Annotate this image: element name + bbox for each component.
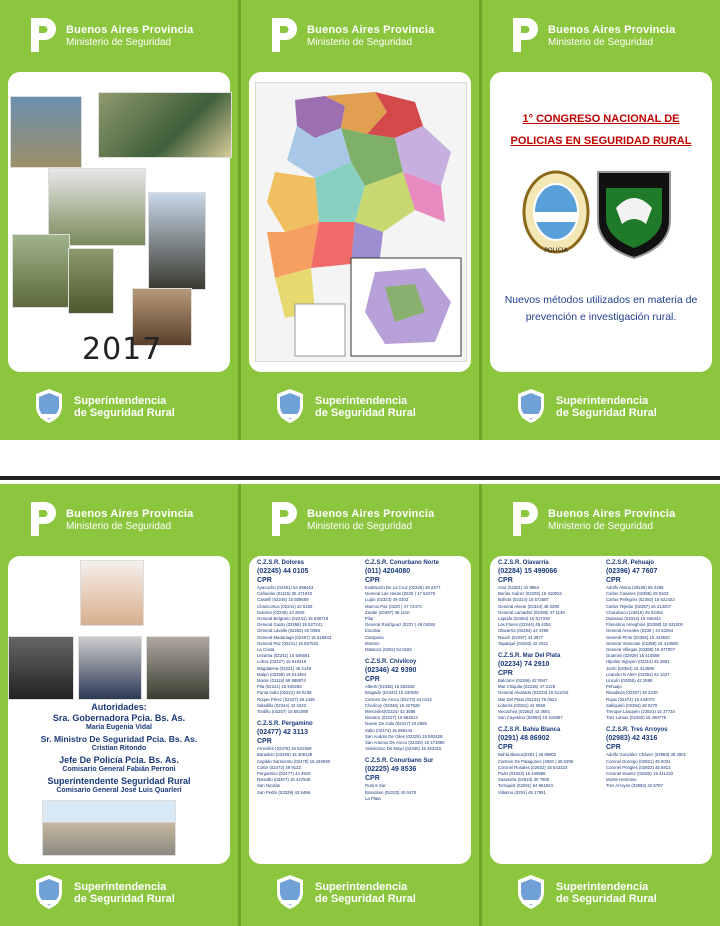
brand-province: Buenos Aires Provincia (548, 24, 676, 36)
photo-officers-cattle (12, 234, 70, 308)
cpr-entry: Ruta 6 Sur (365, 783, 386, 789)
cpr-entry: Adolfo Alsina (29236) 65 2268 (606, 585, 664, 590)
cpr-entry: Magdalena (02221) 45 2149 (257, 665, 311, 671)
ba-logo-icon (28, 500, 58, 538)
cpr-label: CPR (606, 744, 621, 752)
directory-section (498, 653, 602, 721)
footer-line2: de Seguridad Rural (556, 407, 657, 419)
panel-footer (241, 866, 479, 918)
cpr-entry: Dolores (02245) 44 2826 (257, 609, 305, 615)
zone-title: C.Z.S.R. Dolores (257, 560, 305, 566)
footer-line1: Superintendencia (556, 881, 649, 893)
authority-line: María Eugenia Vidal (85, 724, 152, 731)
cpr-entry: Ramallo (03407) 15 447540 (257, 777, 311, 783)
directory-section (606, 560, 710, 721)
cpr-entry: San Pedro (03329) 43 5466 (257, 789, 311, 795)
cpr-entry: General Pinto (02355) 15 443520 (606, 634, 670, 640)
zone-phone: (02477) 42 3113 (257, 729, 308, 737)
footer-line1: Superintendencia (556, 395, 649, 407)
cpr-entry: Rojas (02474) 15 443070 (606, 696, 655, 702)
cpr-entry: Carlos Pellegrini (02392) 15 622422 (606, 597, 675, 603)
photo-officer-field (10, 96, 82, 168)
zone-title: C.Z.S.R. Mar Del Plata (498, 653, 561, 660)
cpr-entry: Salliqueló (02394) 48 0270 (606, 702, 658, 708)
brand-province: Buenos Aires Provincia (307, 24, 435, 36)
zone-title: C.Z.S.R. Bahía Blanca (498, 727, 561, 734)
cpr-entry: Baradero (03329) 15 309135 (257, 752, 313, 758)
panel-footer (241, 380, 479, 432)
zone-phone: (02396) 47 7607 (606, 568, 658, 575)
zone-title: C.Z.S.R. Conurbano Sur (365, 758, 434, 765)
cpr-entry: Leandro N Alem (02354) 42 1427 (606, 671, 670, 677)
cpr-entry: Campana (365, 634, 384, 640)
authority-line: Sr. Ministro De Seguridad Pcia. Bs. As. (40, 734, 198, 744)
cpr-entry: Brandsen (02223) 40 0470 (365, 789, 417, 795)
brand-province: Buenos Aires Provincia (66, 24, 194, 36)
cpr-entry: Lobos (02227) 15 618318 (257, 659, 307, 665)
cpr-entry: General Alvear (02344) 48 0280 (498, 603, 560, 609)
directory-column-left (257, 560, 361, 802)
cpr-entry: Marcos Paz (0220 ) 47 74473 (365, 603, 422, 609)
portrait-superintendent (146, 636, 210, 700)
cpr-entry: General Alvarado (02223) 15 511043 (498, 690, 569, 696)
cpr-entry: Balcarce (02266) 42 0947 (498, 678, 548, 684)
cpr-entry: Azul (02281) 42 8954 (498, 585, 540, 590)
cpr-entry: Tres Lomas (02392) 15 480776 (606, 715, 667, 721)
zone-title: C.Z.S.R. Tres Arroyos (606, 727, 668, 734)
congress-panel (482, 0, 720, 440)
cpr-entry: Punta Indio (02221) 49 0238 (257, 690, 312, 696)
cover-panel (0, 0, 238, 440)
brochure-outside (0, 0, 720, 440)
cpr-entry: Rivadavia (02337) 45 2230 (606, 690, 658, 696)
photo-mounted-officer (148, 192, 206, 290)
cpr-entry: Salto (02474) 15 669142 (365, 727, 413, 733)
cpr-label: CPR (498, 744, 513, 752)
panel-header (241, 10, 479, 60)
cpr-entry: Tornquist (02291) 54 961524 (498, 783, 553, 789)
directory-section (365, 758, 469, 802)
cover-year: 2017 (82, 332, 163, 367)
cpr-entry: Mar Del Plata (02234) 76 0624 (498, 696, 557, 702)
cpr-entry: General Guido (02268) 15 527241 (257, 622, 323, 628)
directory-section (257, 560, 361, 715)
cpr-entry: Escobar (365, 628, 381, 634)
police-badge-icon (516, 388, 546, 424)
cpr-entry: Monte (01115) 69 888974 (257, 678, 306, 684)
footer-line2: de Seguridad Rural (556, 893, 657, 905)
zone-title: C.Z.S.R. Olavarría (498, 560, 549, 566)
cpr-entry: Bahía Blanca(0291 ) 48 86902 (498, 752, 557, 758)
photo-officer-horse (68, 248, 114, 314)
congress-title-line2: POLICIAS EN SEGURIDAD RURAL (510, 135, 692, 147)
cpr-entry: Las Flores (02244) 45 4354 (498, 622, 551, 628)
authorities-heading: Autoridades: (91, 702, 147, 712)
cpr-entry: Puán (02923) 15 449966 (498, 771, 546, 777)
brand-province: Buenos Aires Provincia (307, 508, 435, 520)
zone-title: C.Z.S.R. Conurbano Norte (365, 560, 439, 566)
cpr-entry: Daireaux (02314) 15 446334 (606, 616, 661, 622)
footer-line1: Superintendencia (74, 881, 167, 893)
cpr-entry: La Costa (257, 647, 275, 653)
authority-line: Sra. Gobernadora Pcia. Bs. As. (52, 713, 186, 723)
cpr-entry: Bragado (02342) 15 430630 (365, 690, 419, 696)
zone-phone: (011) 4204080 (365, 568, 411, 575)
congress-title (498, 108, 704, 152)
cpr-entry: Capitán Sarmiento (02478) 15 449090 (257, 758, 331, 764)
cpr-entry: Colón (02473) 49 9132 (257, 764, 301, 770)
cpr-entry: Pergamino (02477) 44 4919 (257, 771, 311, 777)
cpr-entry: General Lamadrid (02286) 47 1146 (498, 609, 565, 615)
authority-line: Comisario General José Luis Quarleri (56, 787, 182, 794)
map-card (249, 72, 471, 372)
cpr-entry: San Andrés De Giles (02325) 15 592428 (365, 733, 443, 739)
directory-card (249, 556, 471, 864)
portrait-police-chief (78, 636, 142, 700)
cpr-entry: Bolívar (02314) 15 572587 (498, 597, 549, 603)
zone-title: C.Z.S.R. Pehuajo (606, 560, 655, 566)
ba-logo-icon (269, 500, 299, 538)
authority-line: Superintendente Seguridad Rural (47, 776, 191, 786)
cpr-entry: Benito Juárez (02292) 15 410022 (498, 591, 562, 597)
zone-phone: (02225) 49 8536 (365, 766, 417, 774)
cpr-entry: Adolfo González Chávez (02983) 48 2851 (606, 752, 687, 758)
photo-building (42, 800, 176, 856)
directory-section (365, 659, 469, 752)
panel-footer (482, 866, 720, 918)
cpr-entry: San Antonio De Areco (02325) 15 471890 (365, 740, 445, 746)
directory-column-right (606, 560, 710, 796)
footer-line2: de Seguridad Rural (74, 893, 175, 905)
cpr-entry: Florentino Ameghino (03388) 15 531000 (606, 622, 683, 628)
zone-phone: (02983) 42 4316 (606, 735, 658, 743)
zone-title: C.Z.S.R. Pergamino (257, 721, 313, 728)
cpr-entry: Olavarría (02284) 44 4495 (498, 628, 549, 634)
cpr-entry: Roque Pérez (02227) 49 1436 (257, 696, 315, 702)
police-badge-icon (275, 388, 305, 424)
cpr-entry: Pehuajo (606, 684, 622, 690)
brand-province: Buenos Aires Provincia (548, 508, 676, 520)
brand-province: Buenos Aires Provincia (66, 508, 194, 520)
cpr-entry: Zarate (03487) 48 1110 (365, 609, 410, 615)
police-badge-icon (34, 388, 64, 424)
provincial-police-seal-icon (520, 168, 592, 260)
cpr-entry: Pilar (365, 616, 374, 622)
cpr-entry: Junín (02364) 15 413695 (606, 665, 655, 671)
ba-logo-icon (510, 16, 540, 54)
zone-phone: (02284) 15 499066 (498, 568, 558, 575)
ba-logo-icon (269, 16, 299, 54)
police-badge-icon (516, 874, 546, 910)
cpr-entry: Mercedes(02324) 43 3588 (365, 709, 416, 715)
zone-phone: (02245) 44 0105 (257, 568, 309, 575)
cpr-entry: Alberti (02346) 15 552628 (365, 684, 415, 690)
cpr-entry: Rauch (02297) 44 3877 (498, 634, 544, 640)
cpr-entry: General Lavalle (02252) 40 0068 (257, 628, 320, 634)
brochure-inside (0, 484, 720, 926)
cpr-entry: Ayacucho (02491) 54 696463 (257, 585, 314, 590)
cpr-entry: Guamini (02929) 15 410558 (606, 653, 660, 659)
directory-section (498, 727, 602, 795)
cpr-entry: Coronel Rosales (02932) 15 543323 (498, 764, 568, 770)
authorities-panel (0, 484, 238, 926)
congress-card (490, 72, 712, 372)
cpr-entry: Necochea (02262) 42 3691 (498, 709, 551, 715)
cpr-label: CPR (498, 577, 513, 584)
portrait-minister (8, 636, 74, 700)
cpr-entry: Lezama (02241) 15 546591 (257, 653, 310, 659)
cpr-entry: Luján (02323) 49 0203 (365, 597, 409, 603)
panel-header (482, 10, 720, 60)
directory-section (498, 560, 602, 647)
footer-line2: de Seguridad Rural (315, 407, 416, 419)
brand-ministry: Ministerio de Seguridad (548, 521, 654, 532)
cpr-entry: General Rodríguez (0237 ) 49 04084 (365, 622, 436, 628)
cpr-entry: Villarino (0291) 49 17951 (498, 789, 546, 795)
footer-line1: Superintendencia (74, 395, 167, 407)
cpr-entry: General Belgrano (02241) 15 538718 (257, 616, 329, 622)
sheet-divider (0, 476, 720, 480)
cpr-entry: Coronel Pringles (02922) 46 5813 (606, 764, 671, 770)
cpr-label: CPR (257, 577, 272, 584)
cpr-entry: San Cayetano (02983) 15 415087 (498, 715, 563, 721)
ba-logo-icon (510, 500, 540, 538)
map-panel (241, 0, 479, 440)
brand-ministry: Ministerio de Seguridad (307, 37, 413, 48)
cpr-entry: Moreno (365, 640, 380, 646)
directory-panel-2 (482, 484, 720, 926)
cpr-entry: Pila (02241) 15 540266 (257, 684, 302, 690)
cpr-entry: Nueve De Julio (02317) 43 2955 (365, 721, 427, 727)
cpr-entry: General Las Heras (0220 ) 47 63479 (365, 591, 435, 597)
cpr-entry: San Nicolás (257, 783, 280, 789)
svg-text:POLICIA: POLICIA (544, 247, 568, 254)
brand-ministry: Ministerio de Seguridad (66, 521, 172, 532)
brand-ministry: Ministerio de Seguridad (548, 37, 654, 48)
zone-phone: (0291) 48 86902 (498, 735, 550, 743)
cpr-entry: Tres Arroyos (02983) 42 5787 (606, 783, 663, 789)
cpr-label: CPR (365, 577, 380, 584)
congress-subtitle (502, 292, 700, 326)
cpr-entry: Matanza (0202) 54 0182 (365, 647, 412, 653)
panel-header (482, 494, 720, 544)
brand-ministry: Ministerio de Seguridad (66, 37, 172, 48)
cpr-entry: Exaltación De La Cruz (02326) 49 2377 (365, 585, 441, 590)
cpr-entry: Laprida (02284) 15 517330 (498, 616, 550, 622)
cpr-entry: Castelli (02245) 15 508659 (257, 597, 309, 603)
rural-security-seal-icon (594, 168, 674, 260)
province-zones-map (255, 82, 467, 362)
congress-title-line1: 1° CONGRESO NACIONAL DE (522, 113, 680, 125)
police-badge-icon (34, 874, 64, 910)
directory-card (490, 556, 712, 864)
cpr-entry: Lobería (02261) 44 0969 (498, 702, 546, 708)
cpr-entry: Tapalqué (02283) 42 0321 (498, 640, 549, 646)
authority-line: Cristian Ritondo (91, 745, 147, 752)
cpr-entry: General Arenales (0236 ) 44 63264 (606, 628, 674, 634)
cpr-entry: La Plata (365, 795, 381, 801)
directory-panel-1 (241, 484, 479, 926)
cpr-entry: Lincoln (02355) 42 2998 (606, 678, 653, 684)
cpr-entry: Coronel Dorrego (02921) 45 0031 (606, 758, 671, 764)
footer-line1: Superintendencia (315, 395, 408, 407)
directory-section (365, 560, 469, 653)
cpr-label: CPR (606, 577, 621, 584)
cpr-entry: Chivilcoy (02346) 15 427528 (365, 702, 420, 708)
cover-card (8, 72, 230, 372)
cpr-entry: Maipú (02268) 15 514464 (257, 671, 307, 677)
cpr-entry: General Villegas (03388) 15 677007 (606, 647, 675, 653)
brand-ministry: Ministerio de Seguridad (307, 521, 413, 532)
cpr-entry: Monte Hermoso (606, 777, 637, 783)
portrait-governor (80, 560, 144, 626)
zone-phone: (02346) 42 9390 (365, 667, 417, 675)
panel-header (0, 494, 238, 544)
panel-footer (0, 380, 238, 432)
police-badge-icon (275, 874, 305, 910)
cpr-entry: Carmen De Patagones (2920 ) 26 0205 (498, 758, 574, 764)
cpr-entry: Carlos Tejedor (02357) 15 413207 (606, 603, 672, 609)
cpr-label: CPR (365, 676, 380, 684)
cpr-entry: Mar Chiquita (02235) 47 2128 (498, 684, 556, 690)
cpr-label: CPR (365, 775, 380, 783)
authorities-card (8, 556, 230, 864)
cpr-entry: General Madariaga (02267) 15 518843 (257, 634, 332, 640)
cpr-label: CPR (257, 738, 272, 746)
cpr-entry: Carmen De Areco (02273) 44 0142 (365, 696, 432, 702)
cpr-entry: Hipolito Irigoyen (02314) 45 2691 (606, 659, 670, 665)
cpr-entry: General Paz (02241) 15 557532 (257, 640, 319, 646)
cpr-entry: Arrecifes (02478) 15 522369 (257, 746, 312, 752)
panel-header (241, 494, 479, 544)
cpr-entry: Veinticinco De Mayo (02345) 15 462315 (365, 746, 442, 752)
directory-section (606, 727, 710, 789)
photo-officer-notes (98, 92, 232, 158)
cpr-entry: Tordillo (02257) 15 581890 (257, 709, 309, 715)
authority-line: Jefe De Policía Pcia. Bs. As. (59, 755, 179, 765)
directory-column-right (365, 560, 469, 808)
panel-footer (482, 380, 720, 432)
zone-phone: (02234) 74 2910 (498, 661, 550, 669)
congress-subtitle-line1: Nuevos métodos utilizados en materia de (504, 294, 698, 306)
footer-line1: Superintendencia (315, 881, 408, 893)
directory-section (257, 721, 361, 796)
footer-line2: de Seguridad Rural (74, 407, 175, 419)
ba-logo-icon (28, 16, 58, 54)
cpr-label: CPR (498, 670, 513, 678)
panel-footer (0, 866, 238, 918)
panel-header (0, 10, 238, 60)
footer-line2: de Seguridad Rural (315, 893, 416, 905)
cpr-entry: Trenque Lauquen (23921) 15 37734 (606, 709, 675, 715)
cpr-entry: Cañuelas (01115) 35 471910 (257, 591, 313, 597)
cpr-entry: Chascomus (02241) 42 5193 (257, 603, 313, 609)
cpr-entry: Coronel Suarez (02926) 15 411433 (606, 771, 674, 777)
cpr-entry: Carlos Casares (02395) 49 9103 (606, 591, 669, 597)
cpr-entry: Saladillo (02344) 43 4223 (257, 702, 306, 708)
congress-subtitle-line2: prevención e investigación rural. (525, 311, 677, 323)
cpr-entry: General Viamonte (02358) 15 410680 (606, 640, 679, 646)
cpr-entry: Navarro (02227) 15 563813 (365, 715, 418, 721)
zone-title: C.Z.S.R. Chivilcoy (365, 659, 417, 666)
cpr-entry: Saavedra (02923) 40 7900 (498, 777, 550, 783)
directory-column-left (498, 560, 602, 802)
authority-line: Comisario General Fabián Perroni (62, 766, 176, 773)
cpr-entry: Chacabuco (23615) 45 53462 (606, 609, 663, 615)
